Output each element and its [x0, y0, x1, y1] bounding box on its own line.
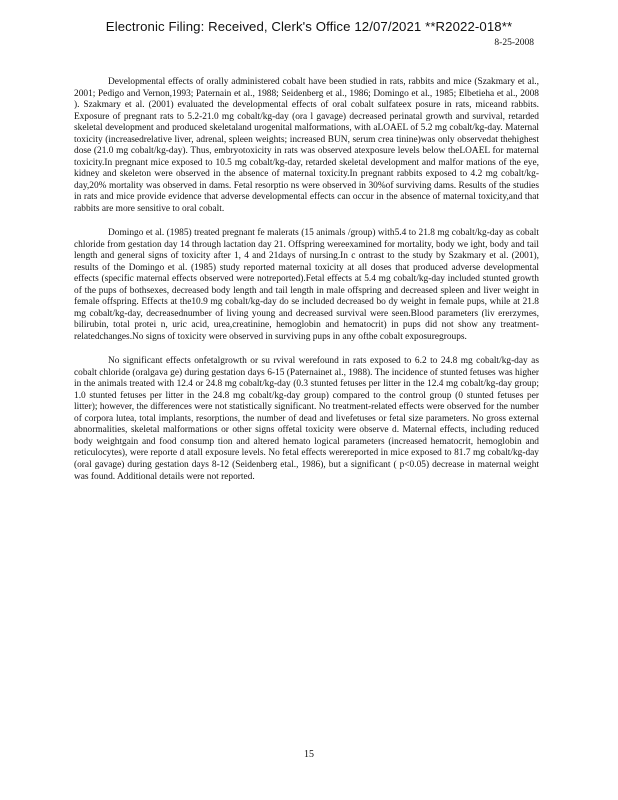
page-number: 15: [304, 749, 314, 760]
body-text: [74, 77, 539, 496]
filing-stamp-header: Electronic Filing: Received, Clerk's Office 12/07/2021 **R2022-018**: [105, 19, 513, 34]
document-date: 8-25-2008: [494, 38, 534, 48]
paragraph-domingo-study: Domingo et al. (1985) treated pregnant fe malerats (15 animals /group) with5.4 to 21.8 mg cobalt/kg-day as cobalt chloride from gestation day 14 through lactation day 21. Offspring wereexamined for mortality, body we ight, body and tail length and general signs of toxicity after 1, 4 and 21days of nursing.In c ontrast to the study by Szakmary et al. (2001), results of the Domingo et al. (1985) study reported maternal toxicity at all doses that produced adverse developmental effects (specific maternal effects observed were notreported).Fetal effects at 5.4 mg cobalt/kg-day included stunted growth of the pups of bothsexes, decreased body length and tail length in male offspring and decreased spleen and liver weight in female offspring. Effects at the10.9 mg cobalt/kg-day do se included decreased bo dy weight in female pups, while at 21.8 mg cobalt/kg-day, decreasednumber of living young and decreased survival were seen.Blood parameters (liv ererzymes, bilirubin, total protei n, uric acid, urea,creatinine, hemoglobin and hematocrit) in pups did not show any treatment-relatedchanges.No signs of toxicity were observed in surviving pups in any ofthe cobalt exposuregroups.: [74, 228, 539, 342]
paragraph-developmental-effects: Developmental effects of orally administered cobalt have been studied in rats, rabbits and mice (Szakmary et al., 2001; Pedigo and Vernon,1993; Paternain et al., 1988; Seidenberg et al., 1986; Domingo et al., 1985; Elbetieha et al., 2008 ). Szakmary et al. (2001) evaluated the developmental effects of oral cobalt sulfateex posure in rats, miceand rabbits. Exposure of pregnant rats to 5.2-21.0 mg cobalt/kg-day (ora l gavage) decreased perinatal growth and survival, retarded skeletal development and produced skeletaland urogenital malformations, with aLOAEL of 5.2 mg cobalt/kg-day. Maternal toxicity (increasedrelative liver, adrenal, spleen weights; increased BUN, serum crea tinine)was only observedat thehighest dose (21.0 mg cobalt/kg-day). Thus, embryotoxicity in rats was observed atexposure levels below theLOAEL for maternal toxicity.In pregnant mice exposed to 10.5 mg cobalt/kg-day, retarded skeletal development and malfor mations of the eye, kidney and skeleton were observed in the absence of maternal toxicity.In pregnant rabbits exposed to 4.2 mg cobalt/kg-day,20% mortality was observed in dams. Fetal resorptio ns were observed in 30%of surviving dams. Results of the studies in rats and mice provide evidence that adverse developmental effects can occur in the absence of maternal toxicity,and that rabbits are more sensitive to oral cobalt.: [74, 77, 539, 215]
paragraph-paternain-study: No significant effects onfetalgrowth or su rvival werefound in rats exposed to 6.2 to 24.8 mg cobalt/kg-day as cobalt chloride (oralgava ge) during gestation days 6-15 (Paternainet al., 1988). The incidence of stunted fetuses was higher in the animals treated with 12.4 or 24.8 mg cobalt/kg-day (0.3 stunted fetuses per litter in the 12.4 mg cobalt/kg-day group; 1.0 stunted fetuses per litter in the 24.8 mg cobalt/kg-day group) compared to the control group (0 stunted fetuses per litter); however, the differences were not statistically significant. No treatment-related effects were observed for the number of corpora lutea, total implants, resorptions, the number of dead and livefetuses or fetal size parameters. No gross external abnormalities, skeletal malformations or other signs offetal toxicity were observe d. Maternal effects, including reduced body weightgain and food consump tion and altered hemato logical parameters (increased hematocrit, hemoglobin and reticulocytes), were reporte d atall exposure levels. No fetal effects werereported in mice exposed to 81.7 mg cobalt/kg-day (oral gavage) during gestation days 8-12 (Seidenberg etal., 1986), but a significant ( p<0.05) decrease in maternal weight was found. Additional details were not reported.: [74, 356, 539, 482]
